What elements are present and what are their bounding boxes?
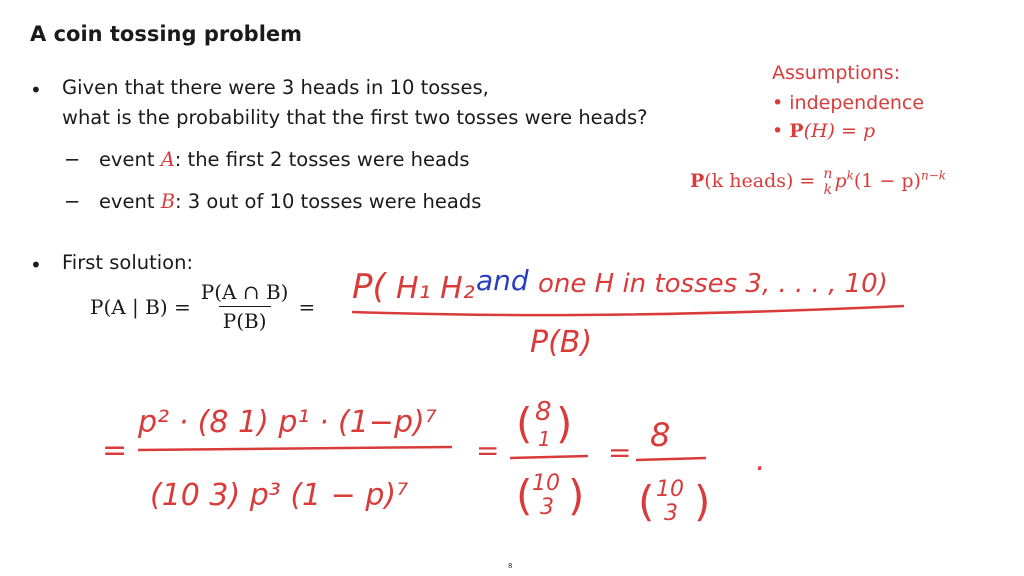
hw-fraction-bar [352, 306, 904, 315]
hw-binom10-bot-2: 3 [664, 501, 678, 526]
equals-sign: = [298, 294, 316, 319]
hw-line2-den: (10 3) p³ (1 − p)⁷ [150, 478, 409, 513]
fraction-numerator: P(A ∩ B) [200, 280, 289, 304]
solution-label: First solution: [62, 251, 194, 274]
page-number: 8 [508, 562, 513, 570]
assumption-1-text: independence [789, 92, 925, 114]
assumption-2-text: (H) = p [803, 120, 876, 142]
hw-paren: ) [556, 399, 573, 448]
hw-fraction-bar-2 [138, 447, 452, 450]
question-line-1: Given that there were 3 heads in 10 tosses, [62, 76, 489, 99]
event-a-text: : the first 2 tosses were heads [174, 148, 470, 171]
hw-line2-num: p² · (8 1) p¹ · (1−p)⁷ [138, 405, 437, 440]
bullet-dot: • [772, 120, 784, 142]
formula-tail: (1 − p) [853, 170, 921, 192]
event-b-prefix: event [98, 190, 155, 213]
hw-binom10-bot: 3 [540, 495, 554, 520]
hw-binom8-bot: 1 [538, 427, 551, 451]
hw-paren: ( [516, 399, 533, 448]
hw-binom10-top: 10 [532, 471, 560, 496]
binom-top: n [823, 166, 833, 182]
formula-p: p [834, 170, 847, 192]
hw-fraction-bar-4 [636, 458, 706, 460]
hw-final-num: 8 [650, 416, 671, 454]
question-line-2: what is the probability that the first two tosses were heads? [62, 106, 648, 129]
hw-final-dot: . [756, 443, 766, 478]
hw-binom10-top-2: 10 [656, 477, 684, 502]
formula-arg: (k heads) = [704, 170, 822, 192]
assumptions-heading: Assumptions: [772, 62, 901, 84]
hw-num-and: and [476, 264, 529, 297]
hw-paren: ( [516, 471, 533, 520]
bullet-dot: • [30, 78, 42, 102]
fraction-denominator: P(B) [219, 306, 271, 333]
bullet-dot: • [30, 253, 42, 277]
hw-paren: ) [568, 471, 585, 520]
event-b-symbol: B [160, 190, 176, 213]
exponent-k: k [846, 168, 854, 183]
exponent-n-k: n−k [920, 168, 947, 183]
hw-paren: ) [694, 477, 711, 526]
hw-num-h1h2: H₁ H₂ [396, 271, 475, 306]
binom-bottom: k [823, 182, 833, 198]
event-a-symbol: A [160, 148, 175, 171]
hw-eq-1: = [102, 433, 128, 468]
hw-eq-3: = [608, 436, 632, 469]
event-a-prefix: event [98, 148, 155, 171]
hw-paren: ( [638, 477, 655, 526]
hw-num-rest: one H in tosses 3, . . . , 10) [538, 269, 888, 299]
prob-symbol: P [690, 170, 705, 192]
event-b-text: : 3 out of 10 tosses were heads [175, 190, 482, 213]
slide-title: A coin tossing problem [30, 22, 303, 46]
bullet-dot: • [772, 92, 784, 114]
hw-eq-2: = [476, 434, 500, 467]
equation-lhs: P(A | B) = [90, 294, 191, 319]
hw-den: P(B) [530, 325, 593, 360]
hw-fraction-bar-3 [510, 456, 588, 458]
dash: − [64, 190, 99, 213]
dash: − [64, 148, 99, 171]
hw-binom8-top: 8 [535, 397, 552, 427]
prob-symbol: P [789, 120, 804, 142]
hw-num-P: P( [352, 267, 386, 307]
